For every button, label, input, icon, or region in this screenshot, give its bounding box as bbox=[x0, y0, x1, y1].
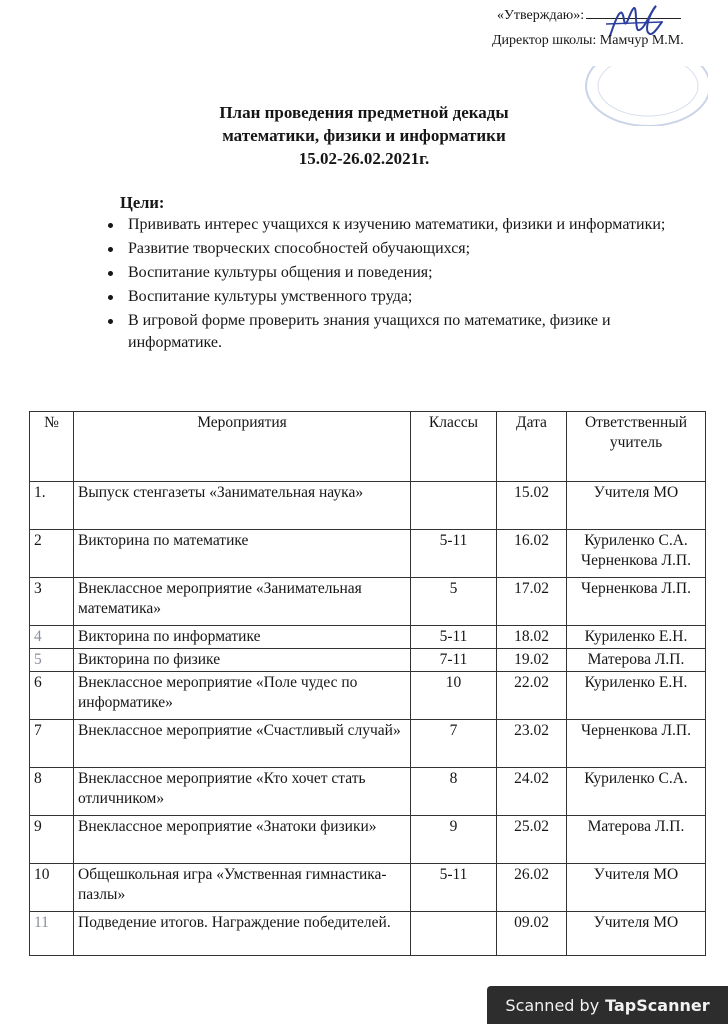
row-date: 18.02 bbox=[497, 626, 567, 649]
row-date: 16.02 bbox=[497, 530, 567, 578]
bullet-icon bbox=[108, 247, 113, 252]
row-classes: 7-11 bbox=[411, 649, 497, 672]
table-row bbox=[30, 816, 706, 864]
row-classes bbox=[411, 482, 497, 530]
row-classes: 8 bbox=[411, 768, 497, 816]
row-event: Викторина по физике bbox=[74, 649, 411, 672]
row-event: Внеклассное мероприятие «Счастливый случай» bbox=[74, 720, 411, 768]
row-responsible: Учителя МО bbox=[567, 912, 706, 956]
row-date: 23.02 bbox=[497, 720, 567, 768]
row-classes: 10 bbox=[411, 672, 497, 720]
row-responsible: Куриленко Е.Н. bbox=[567, 626, 706, 649]
goal-item: Воспитание культуры общения и поведения; bbox=[108, 262, 668, 284]
row-num: 3 bbox=[30, 578, 74, 626]
bullet-icon bbox=[108, 319, 113, 324]
title-line-1: План проведения предметной декады bbox=[219, 103, 509, 122]
row-responsible: Куриленко С.А. Черненкова Л.П. bbox=[567, 530, 706, 578]
goal-item: Развитие творческих способностей обучающихся; bbox=[108, 238, 668, 260]
row-date: 19.02 bbox=[497, 649, 567, 672]
row-event: Общешкольная игра «Умственная гимнастика-пазлы» bbox=[74, 864, 411, 912]
row-classes: 5-11 bbox=[411, 530, 497, 578]
row-date: 24.02 bbox=[497, 768, 567, 816]
row-responsible: Черненкова Л.П. bbox=[567, 720, 706, 768]
bullet-icon bbox=[108, 295, 113, 300]
header-responsible: Ответственный учитель bbox=[567, 412, 706, 482]
table-row bbox=[30, 672, 706, 720]
header-classes: Классы bbox=[411, 412, 497, 482]
row-date: 22.02 bbox=[497, 672, 567, 720]
row-num: 2 bbox=[30, 530, 74, 578]
row-num: 7 bbox=[30, 720, 74, 768]
row-responsible: Матерова Л.П. bbox=[567, 649, 706, 672]
row-num: 5 bbox=[30, 649, 74, 672]
row-num: 8 bbox=[30, 768, 74, 816]
row-date: 09.02 bbox=[497, 912, 567, 956]
table-row bbox=[30, 578, 706, 626]
row-responsible: Куриленко С.А. bbox=[567, 768, 706, 816]
scanner-prefix: Scanned by bbox=[505, 995, 600, 1015]
table-row bbox=[30, 720, 706, 768]
table-row bbox=[30, 530, 706, 578]
goals-list bbox=[108, 214, 668, 356]
row-date: 26.02 bbox=[497, 864, 567, 912]
scanner-badge bbox=[487, 986, 728, 1024]
row-num: 6 bbox=[30, 672, 74, 720]
table-row bbox=[30, 482, 706, 530]
header-num: № bbox=[30, 412, 74, 482]
row-event: Внеклассное мероприятие «Кто хочет стать отличником» bbox=[74, 768, 411, 816]
bullet-icon bbox=[108, 271, 113, 276]
table-row bbox=[30, 912, 706, 956]
scanner-brand: TapScanner bbox=[605, 995, 710, 1015]
row-responsible: Матерова Л.П. bbox=[567, 816, 706, 864]
row-num: 11 bbox=[30, 912, 74, 956]
row-date: 25.02 bbox=[497, 816, 567, 864]
row-event: Внеклассное мероприятие «Знатоки физики» bbox=[74, 816, 411, 864]
events-table bbox=[29, 411, 706, 956]
row-responsible: Учителя МО bbox=[567, 482, 706, 530]
table-row bbox=[30, 649, 706, 672]
row-classes: 5 bbox=[411, 578, 497, 626]
table-header-row bbox=[30, 412, 706, 482]
row-event: Внеклассное мероприятие «Поле чудес по информатике» bbox=[74, 672, 411, 720]
row-num: 1. bbox=[30, 482, 74, 530]
row-classes bbox=[411, 912, 497, 956]
table-row bbox=[30, 864, 706, 912]
row-num: 10 bbox=[30, 864, 74, 912]
row-classes: 7 bbox=[411, 720, 497, 768]
row-date: 17.02 bbox=[497, 578, 567, 626]
header-event: Мероприятия bbox=[74, 412, 411, 482]
table-row bbox=[30, 626, 706, 649]
row-event: Внеклассное мероприятие «Занимательная математика» bbox=[74, 578, 411, 626]
title-dates: 15.02-26.02.2021г. bbox=[298, 149, 430, 168]
table-row bbox=[30, 768, 706, 816]
row-date: 15.02 bbox=[497, 482, 567, 530]
row-event: Подведение итогов. Награждение победителей. bbox=[74, 912, 411, 956]
row-num: 4 bbox=[30, 626, 74, 649]
goal-item: В игровой форме проверить знания учащихся по математике, физике и информатике. bbox=[108, 310, 668, 354]
row-classes: 9 bbox=[411, 816, 497, 864]
row-responsible: Учителя МО bbox=[567, 864, 706, 912]
goal-item: Прививать интерес учащихся к изучению математики, физики и информатики; bbox=[108, 214, 668, 236]
row-responsible: Куриленко Е.Н. bbox=[567, 672, 706, 720]
title-line-2: математики, физики и информатики bbox=[222, 126, 506, 145]
row-num: 9 bbox=[30, 816, 74, 864]
approved-label: «Утверждаю»: bbox=[497, 8, 585, 23]
director-line: Директор школы: Мамчур М.М. bbox=[492, 33, 684, 48]
row-event: Выпуск стенгазеты «Занимательная наука» bbox=[74, 482, 411, 530]
row-event: Викторина по информатике bbox=[74, 626, 411, 649]
goals-heading: Цели: bbox=[120, 193, 165, 212]
row-responsible: Черненкова Л.П. bbox=[567, 578, 706, 626]
goal-item: Воспитание культуры умственного труда; bbox=[108, 286, 668, 308]
row-classes: 5-11 bbox=[411, 864, 497, 912]
row-event: Викторина по математике bbox=[74, 530, 411, 578]
header-date: Дата bbox=[497, 412, 567, 482]
bullet-icon bbox=[108, 223, 113, 228]
row-classes: 5-11 bbox=[411, 626, 497, 649]
